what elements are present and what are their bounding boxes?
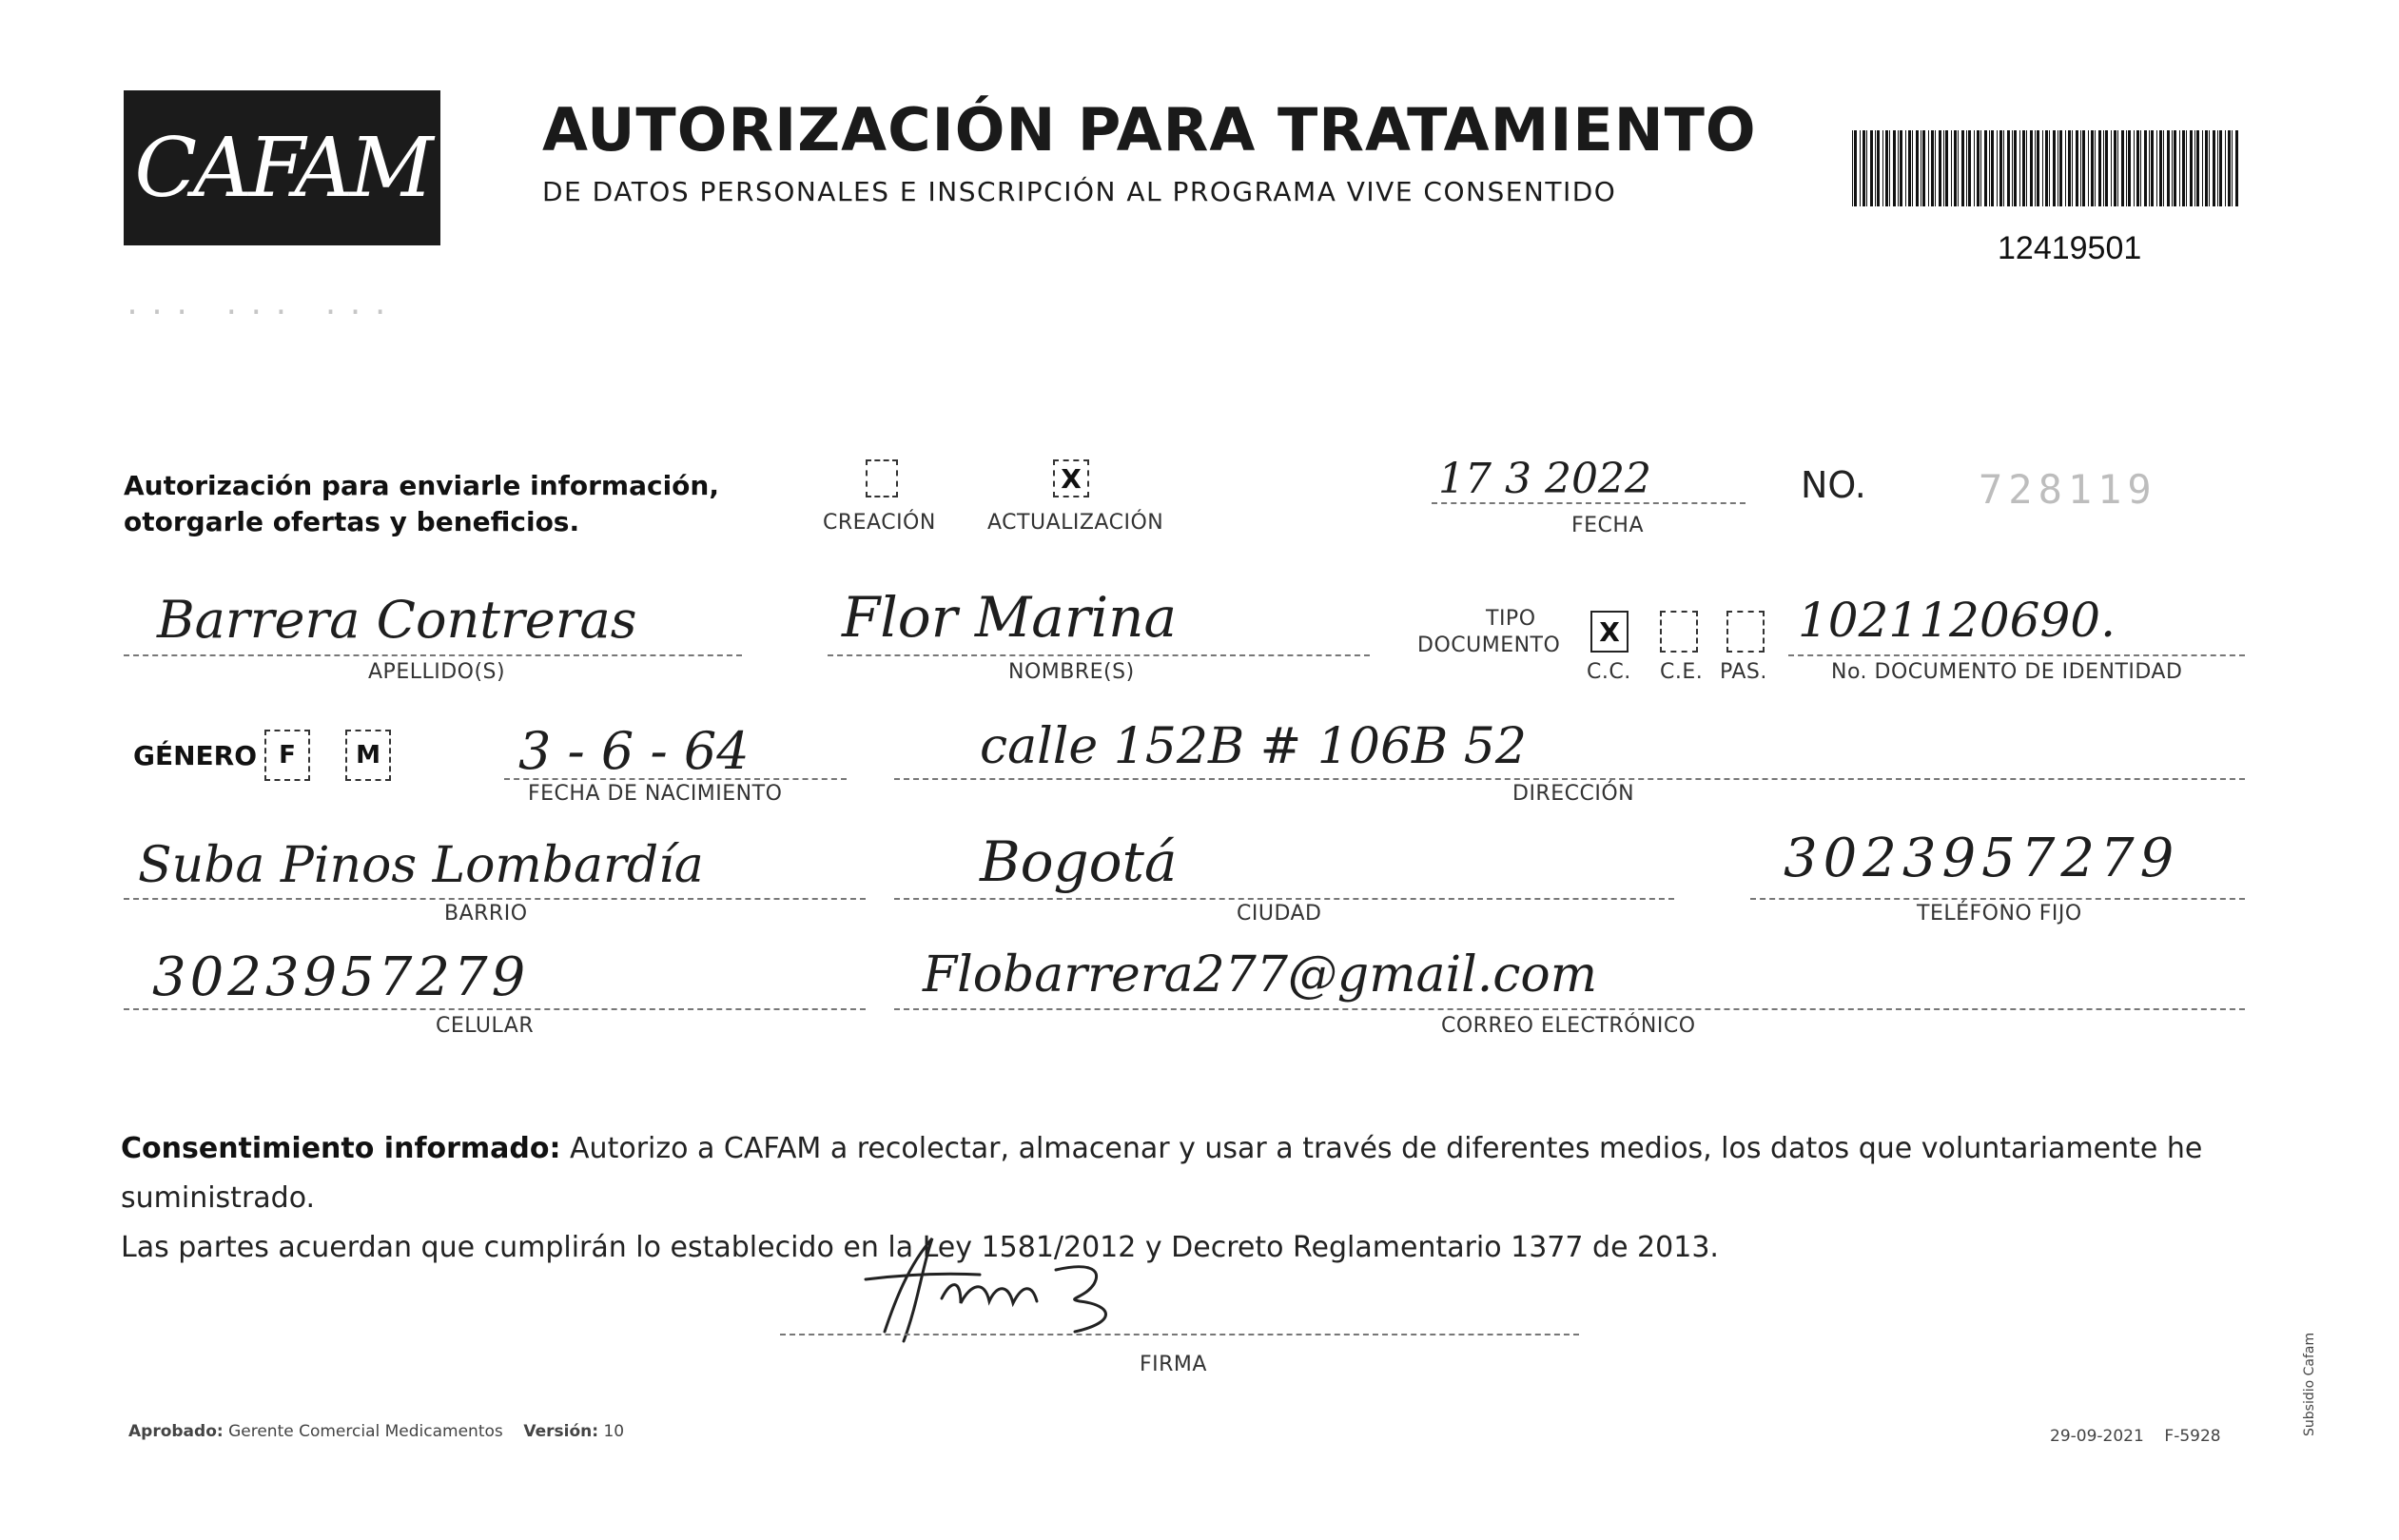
cafam-logo <box>124 90 440 245</box>
direccion-value: calle 152B # 106B 52 <box>980 718 1527 775</box>
genero-label: GÉNERO <box>133 740 258 771</box>
cc-label: C.C. <box>1587 660 1631 684</box>
apellidos-label: APELLIDO(S) <box>368 660 506 684</box>
numero-label: NO. <box>1801 464 1866 506</box>
ciudad-label: CIUDAD <box>1237 902 1322 926</box>
aprobado-value: Gerente Comercial Medicamentos <box>228 1422 503 1441</box>
nacimiento-value: 3 - 6 - 64 <box>518 721 750 781</box>
consent-text-1: Autorizo a CAFAM a recolectar, almacenar y usar a través de diferentes medios, los datos que voluntariamente he suministrado. <box>121 1132 2203 1215</box>
aprobado-label: Aprobado: <box>128 1422 224 1441</box>
signature <box>828 1227 1189 1351</box>
genero-f-label: F <box>279 741 296 770</box>
documento-label: No. DOCUMENTO DE IDENTIDAD <box>1831 660 2183 684</box>
correo-value: Flobarrera277@gmail.com <box>923 946 1598 1004</box>
ce-checkbox[interactable] <box>1660 611 1698 653</box>
direccion-label: DIRECCIÓN <box>1512 782 1635 806</box>
genero-m-box[interactable] <box>345 730 391 781</box>
tipo-label-1: TIPO <box>1486 607 1536 631</box>
celular-value: 3023957279 <box>152 946 530 1008</box>
barrio-label: BARRIO <box>444 902 528 926</box>
nombres-value: Flor Marina <box>842 585 1178 650</box>
fecha-label: FECHA <box>1571 514 1645 537</box>
pas-label: PAS. <box>1720 660 1767 684</box>
telefono-value: 3023957279 <box>1784 828 2180 889</box>
tipo-label-2: DOCUMENTO <box>1417 634 1561 657</box>
cc-mark: X <box>1599 615 1620 648</box>
ciudad-value: Bogotá <box>980 829 1178 894</box>
form-subtitle: DE DATOS PERSONALES E INSCRIPCIÓN AL PROGRAMA VIVE CONSENTIDO <box>542 176 1617 207</box>
faint-stamp: ... ... ... <box>124 288 397 322</box>
firma-label: FIRMA <box>1140 1353 1207 1376</box>
footer-right <box>2050 1427 2221 1446</box>
nacimiento-label: FECHA DE NACIMIENTO <box>528 782 783 806</box>
pas-checkbox[interactable] <box>1726 611 1765 653</box>
celular-label: CELULAR <box>436 1014 535 1038</box>
version-value: 10 <box>603 1422 625 1441</box>
genero-f-box[interactable] <box>264 730 310 781</box>
genero-m-label: M <box>356 741 380 770</box>
consent-bold: Consentimiento informado: <box>121 1132 561 1165</box>
logo-text: CAFAM <box>134 120 430 216</box>
apellidos-value: Barrera Contreras <box>157 590 637 650</box>
cc-checkbox[interactable] <box>1590 611 1629 653</box>
nombres-label: NOMBRE(S) <box>1008 660 1135 684</box>
correo-label: CORREO ELECTRÓNICO <box>1441 1014 1696 1038</box>
footer-aprobado <box>128 1422 624 1441</box>
intro-line-1: Autorización para enviarle información, <box>124 470 719 501</box>
fecha-value: 17 3 2022 <box>1438 455 1651 503</box>
footer-code: F-5928 <box>2164 1427 2221 1446</box>
creacion-label: CREACIÓN <box>823 511 936 535</box>
version-label: Versión: <box>523 1422 599 1441</box>
telefono-label: TELÉFONO FIJO <box>1917 902 2082 926</box>
vertical-brand: Subsidio Cafam <box>2302 1332 2317 1436</box>
actualizacion-mark: X <box>1061 462 1082 495</box>
documento-value: 1021120690. <box>1798 593 2116 648</box>
consent-text-2: Las partes acuerdan que cumplirán lo establecido en la Ley 1581/2012 y Decreto Reglamentario 1377 de 2013. <box>121 1231 1719 1264</box>
barcode-number: 12419501 <box>1998 230 2142 266</box>
form-title: AUTORIZACIÓN PARA TRATAMIENTO <box>542 95 1757 165</box>
ce-label: C.E. <box>1660 660 1704 684</box>
actualizacion-label: ACTUALIZACIÓN <box>987 511 1164 535</box>
creacion-checkbox[interactable] <box>866 459 898 497</box>
intro-line-2: otorgarle ofertas y beneficios. <box>124 506 580 537</box>
barrio-value: Suba Pinos Lombardía <box>138 837 704 894</box>
actualizacion-checkbox[interactable] <box>1053 459 1089 497</box>
barcode <box>1852 130 2242 206</box>
footer-date: 29-09-2021 <box>2050 1427 2144 1446</box>
numero-value: 728119 <box>1979 466 2157 513</box>
